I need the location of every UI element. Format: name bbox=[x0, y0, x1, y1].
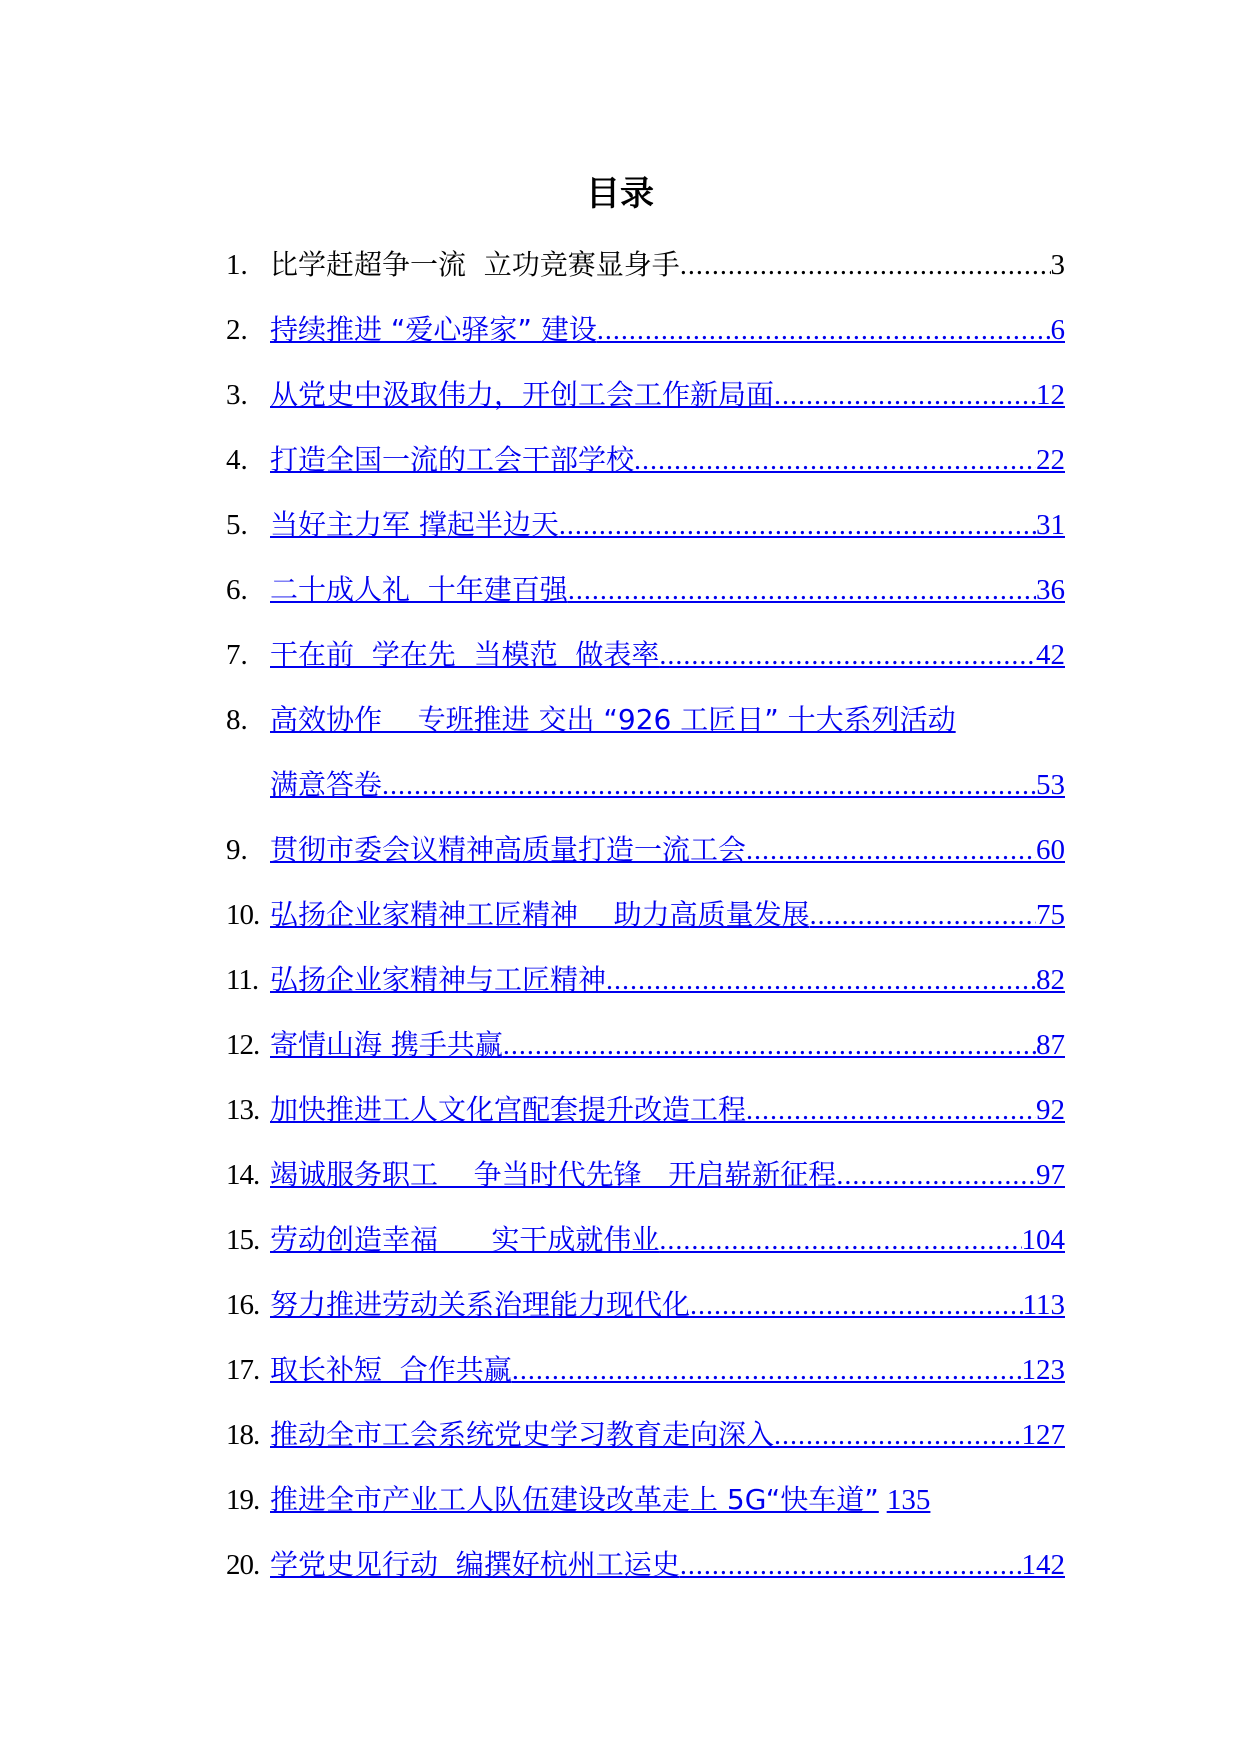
toc-entry-1 bbox=[226, 236, 1146, 301]
toc-number: 7. bbox=[226, 639, 248, 671]
toc-page-number: 60 bbox=[1036, 834, 1065, 866]
toc-number: 5. bbox=[226, 509, 248, 541]
toc-link-2[interactable] bbox=[270, 301, 1065, 360]
toc-page-number: 97 bbox=[1036, 1159, 1065, 1191]
toc-link-19[interactable] bbox=[270, 1471, 930, 1529]
toc-number: 20. bbox=[226, 1549, 260, 1581]
toc-number: 2. bbox=[226, 314, 248, 346]
toc-leader-dots bbox=[634, 432, 1036, 490]
toc-leader-dots bbox=[746, 1082, 1036, 1140]
toc-page-number: 87 bbox=[1036, 1029, 1065, 1061]
toc-entry-17 bbox=[226, 1341, 1146, 1406]
toc-title: 努力推进劳动关系治理能力现代化 bbox=[270, 1288, 691, 1321]
toc-page-number: 75 bbox=[1036, 899, 1065, 931]
toc-page-number: 123 bbox=[1021, 1354, 1065, 1386]
toc-number: 3. bbox=[226, 379, 248, 411]
toc-number: 4. bbox=[226, 444, 248, 476]
toc-title: 寄情山海 携手共赢 bbox=[270, 1028, 503, 1061]
toc-page-number: 36 bbox=[1036, 574, 1065, 606]
toc-number: 18. bbox=[226, 1419, 260, 1451]
toc-title: 推动全市工会系统党史学习教育走向深入 bbox=[270, 1418, 775, 1451]
toc-title: 当好主力军 撑起半边天 bbox=[270, 508, 559, 541]
toc-leader-dots bbox=[680, 1537, 1022, 1595]
toc-entry-4 bbox=[226, 431, 1146, 496]
toc-leader-dots bbox=[746, 822, 1036, 880]
toc-leader-dots bbox=[680, 237, 1051, 295]
toc-title: 从党史中汲取伟力，开创工会工作新局面 bbox=[270, 378, 775, 411]
toc-title: 取长补短 合作共赢 bbox=[270, 1353, 512, 1386]
toc-title: 弘扬企业家精神工匠精神 助力高质量发展 bbox=[270, 898, 810, 931]
table-of-contents bbox=[226, 236, 1146, 1601]
toc-title: 二十成人礼 十年建百强 bbox=[270, 573, 568, 606]
toc-link-17[interactable] bbox=[270, 1341, 1065, 1400]
toc-entry-14 bbox=[226, 1146, 1146, 1211]
toc-title: 干在前 学在先 当模范 做表率 bbox=[270, 638, 660, 671]
toc-title: 贯彻市委会议精神高质量打造一流工会 bbox=[270, 833, 747, 866]
toc-link-13[interactable] bbox=[270, 1081, 1065, 1140]
toc-title: 推进全市产业工人队伍建设改革走上 5G“快车道” bbox=[270, 1483, 879, 1516]
toc-title: 劳动创造幸福 实干成就伟业 bbox=[270, 1223, 660, 1256]
toc-link-20[interactable] bbox=[270, 1536, 1065, 1595]
toc-page-number: 6 bbox=[1050, 314, 1065, 346]
toc-page-number: 135 bbox=[886, 1484, 931, 1516]
toc-entry-11 bbox=[226, 951, 1146, 1016]
toc-number: 14. bbox=[226, 1159, 260, 1191]
toc-entry-15 bbox=[226, 1211, 1146, 1276]
toc-number: 10. bbox=[226, 899, 260, 931]
toc-link-18[interactable] bbox=[270, 1406, 1065, 1465]
toc-page-number: 104 bbox=[1021, 1224, 1065, 1256]
toc-leader-dots bbox=[568, 562, 1036, 620]
toc-page-number: 113 bbox=[1022, 1289, 1065, 1321]
toc-number: 17. bbox=[226, 1354, 260, 1386]
toc-page-number: 12 bbox=[1036, 379, 1065, 411]
toc-page-number: 92 bbox=[1036, 1094, 1065, 1126]
toc-link-8[interactable] bbox=[270, 691, 956, 749]
toc-entry-12 bbox=[226, 1016, 1146, 1081]
toc-link-6[interactable] bbox=[270, 561, 1065, 620]
toc-entry-10 bbox=[226, 886, 1146, 951]
toc-number: 16. bbox=[226, 1289, 260, 1321]
toc-title: 打造全国一流的工会干部学校 bbox=[270, 443, 635, 476]
toc-entry-13 bbox=[226, 1081, 1146, 1146]
toc-leader-dots bbox=[512, 1342, 1022, 1400]
toc-entry-3 bbox=[226, 366, 1146, 431]
toc-number: 9. bbox=[226, 834, 248, 866]
toc-page-number: 22 bbox=[1036, 444, 1065, 476]
toc-leader-dots bbox=[503, 1017, 1036, 1075]
toc-leader-dots bbox=[659, 1212, 1021, 1270]
toc-link-12[interactable] bbox=[270, 1016, 1065, 1075]
toc-entry-8 bbox=[226, 691, 1146, 821]
toc-leader-dots bbox=[690, 1277, 1023, 1335]
toc-link-3[interactable] bbox=[270, 366, 1065, 425]
toc-link-11[interactable] bbox=[270, 951, 1065, 1010]
toc-leader-dots bbox=[774, 1407, 1021, 1465]
toc-entry-9 bbox=[226, 821, 1146, 886]
toc-number: 1. bbox=[226, 249, 248, 281]
toc-entry-19 bbox=[226, 1471, 1146, 1536]
toc-number: 6. bbox=[226, 574, 248, 606]
toc-title: 弘扬企业家精神与工匠精神 bbox=[270, 963, 607, 996]
toc-page-number: 82 bbox=[1036, 964, 1065, 996]
toc-link-16[interactable] bbox=[270, 1276, 1065, 1335]
toc-title: 学党史见行动 编撰好杭州工运史 bbox=[270, 1548, 680, 1581]
toc-entry-18 bbox=[226, 1406, 1146, 1471]
toc-title-continued: 满意答卷 bbox=[270, 768, 383, 801]
toc-title: 加快推进工人文化宫配套提升改造工程 bbox=[270, 1093, 747, 1126]
toc-page-number: 31 bbox=[1036, 509, 1065, 541]
toc-entry-5 bbox=[226, 496, 1146, 561]
toc-link-14[interactable] bbox=[270, 1146, 1065, 1205]
toc-leader-dots bbox=[810, 887, 1036, 945]
toc-number: 15. bbox=[226, 1224, 260, 1256]
toc-entry-20 bbox=[226, 1536, 1146, 1601]
toc-leader-dots bbox=[659, 627, 1036, 685]
toc-title: 高效协作 专班推进 交出 “926 工匠日” 十大系列活动 bbox=[270, 703, 956, 736]
toc-title: 比学赶超争一流 立功竞赛显身手 bbox=[270, 248, 680, 281]
toc-link-7[interactable] bbox=[270, 626, 1065, 685]
toc-link-9[interactable] bbox=[270, 821, 1065, 880]
toc-leader-dots bbox=[382, 757, 1036, 815]
toc-link-15[interactable] bbox=[270, 1211, 1065, 1270]
toc-page-number: 142 bbox=[1021, 1549, 1065, 1581]
toc-entry-6 bbox=[226, 561, 1146, 626]
toc-page-number: 3 bbox=[1050, 249, 1065, 281]
toc-page-number: 53 bbox=[1036, 769, 1065, 801]
toc-number: 12. bbox=[226, 1029, 260, 1061]
toc-link-1 bbox=[270, 236, 1065, 295]
toc-leader-dots bbox=[606, 952, 1036, 1010]
toc-leader-dots bbox=[559, 497, 1036, 555]
toc-link-5[interactable] bbox=[270, 496, 1065, 555]
toc-title: 持续推进 “爱心驿家” 建设 bbox=[270, 313, 597, 346]
toc-number: 19. bbox=[226, 1484, 260, 1516]
toc-entry-7 bbox=[226, 626, 1146, 691]
toc-entry-2 bbox=[226, 301, 1146, 366]
toc-entry-16 bbox=[226, 1276, 1146, 1341]
toc-number: 13. bbox=[226, 1094, 260, 1126]
toc-page-number: 127 bbox=[1021, 1419, 1065, 1451]
toc-number: 11. bbox=[226, 964, 259, 996]
toc-leader-dots bbox=[836, 1147, 1036, 1205]
toc-link-8-continued[interactable] bbox=[270, 756, 1065, 815]
toc-link-10[interactable] bbox=[270, 886, 1065, 945]
toc-link-4[interactable] bbox=[270, 431, 1065, 490]
toc-title: 竭诚服务职工 争当时代先锋 开启崭新征程 bbox=[270, 1158, 837, 1191]
toc-page-number: 42 bbox=[1036, 639, 1065, 671]
toc-leader-dots bbox=[597, 302, 1051, 360]
page-title: 目录 bbox=[586, 174, 654, 214]
toc-leader-dots bbox=[774, 367, 1036, 425]
toc-number: 8. bbox=[226, 704, 248, 736]
